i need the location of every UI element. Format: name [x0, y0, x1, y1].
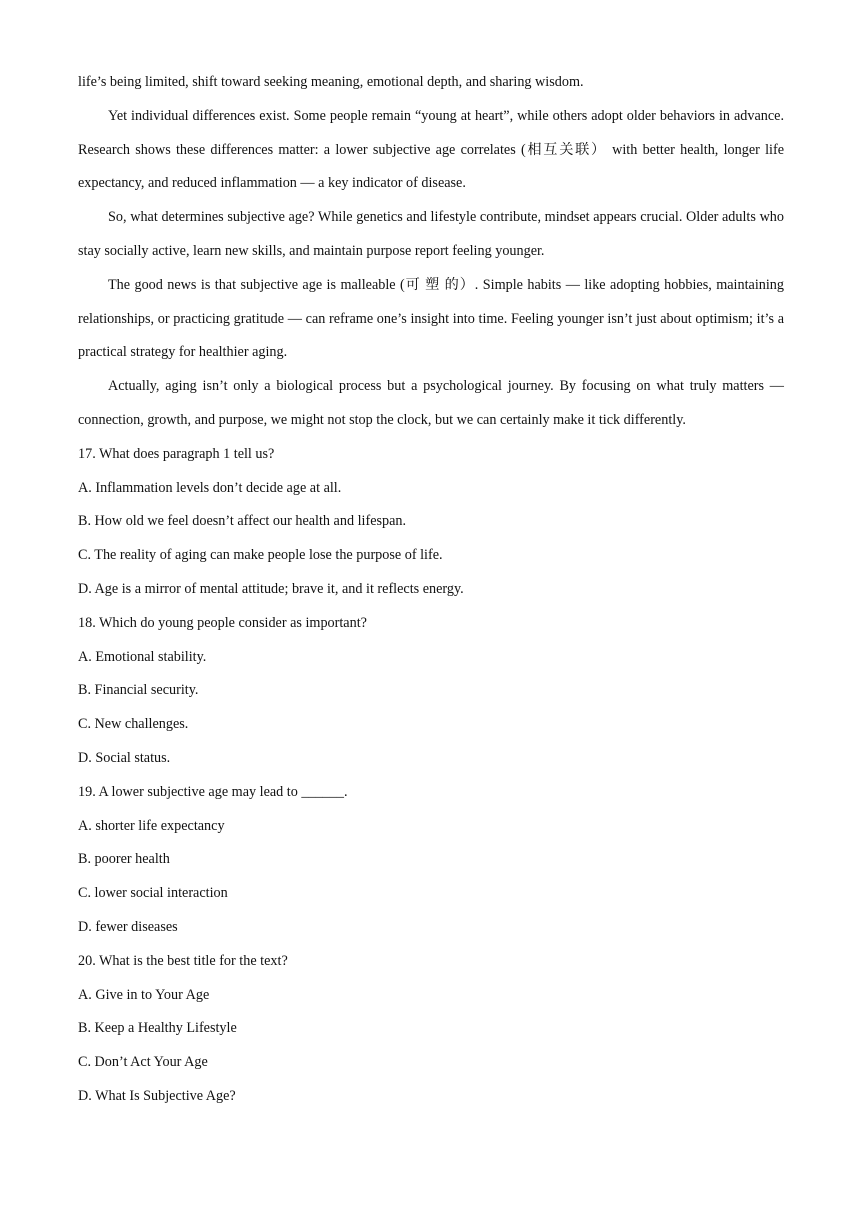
answer-option: C. The reality of aging can make people lose the purpose of life. — [78, 547, 443, 564]
answer-option: D. fewer diseases — [78, 918, 178, 935]
answer-option: D. What Is Subjective Age? — [78, 1087, 236, 1104]
answer-option: D. Age is a mirror of mental attitude; brave it, and it reflects energy. — [78, 580, 464, 597]
answer-option: C. New challenges. — [78, 716, 189, 733]
answer-option: A. shorter life expectancy — [78, 817, 225, 834]
question-stem: 17. What does paragraph 1 tell us? — [78, 445, 275, 462]
passage-paragraph: So, what determines subjective age? While genetics and lifestyle contribute, mindset appears crucial. Older adults who stay socially active, learn new skills, and maintain purpose report feeling younger. — [78, 209, 784, 259]
question-stem: 18. Which do young people consider as important? — [78, 614, 367, 631]
passage-paragraph: Actually, aging isn’t only a biological process but a psychological journey. By focusing on what truly matters — connection, growth, and purpose, we might not stop the clock, but we can certainly make it tick differently. — [78, 378, 784, 428]
answer-option: B. poorer health — [78, 851, 170, 868]
answer-option: B. Financial security. — [78, 682, 199, 699]
answer-option: B. How old we feel doesn’t affect our health and lifespan. — [78, 513, 407, 530]
answer-option: A. Emotional stability. — [78, 648, 207, 665]
passage-paragraph: Yet individual differences exist. Some people remain “young at heart”, while others adopt older behaviors in advance. Research shows these differences matter: a lower subjective age correlates (相互关联） with better health, longer life expectancy, and reduced inflammation — a key indicator of disease. — [78, 107, 784, 192]
answer-option: D. Social status. — [78, 749, 171, 766]
answer-option: A. Inflammation levels don’t decide age at all. — [78, 479, 342, 496]
passage-paragraph-continued: life’s being limited, shift toward seeking meaning, emotional depth, and sharing wisdom. — [78, 74, 584, 90]
question-stem: 19. A lower subjective age may lead to ______. — [78, 783, 348, 800]
passage-paragraph: The good news is that subjective age is malleable (可 塑 的）. Simple habits — like adopting hobbies, maintaining relationships, or practicing gratitude — can reframe one’s insight into time. Feeling younger isn’t just about optimism; it’s a practical strategy for healthier aging. — [78, 276, 784, 361]
question-stem: 20. What is the best title for the text? — [78, 952, 288, 969]
question-17 — [78, 438, 784, 607]
answer-option: A. Give in to Your Age — [78, 986, 210, 1003]
answer-option: C. Don’t Act Your Age — [78, 1054, 208, 1071]
document-page — [78, 66, 784, 1114]
question-19 — [78, 776, 784, 945]
answer-option: B. Keep a Healthy Lifestyle — [78, 1020, 237, 1037]
question-20 — [78, 945, 784, 1114]
question-18 — [78, 607, 784, 776]
answer-option: C. lower social interaction — [78, 885, 228, 902]
